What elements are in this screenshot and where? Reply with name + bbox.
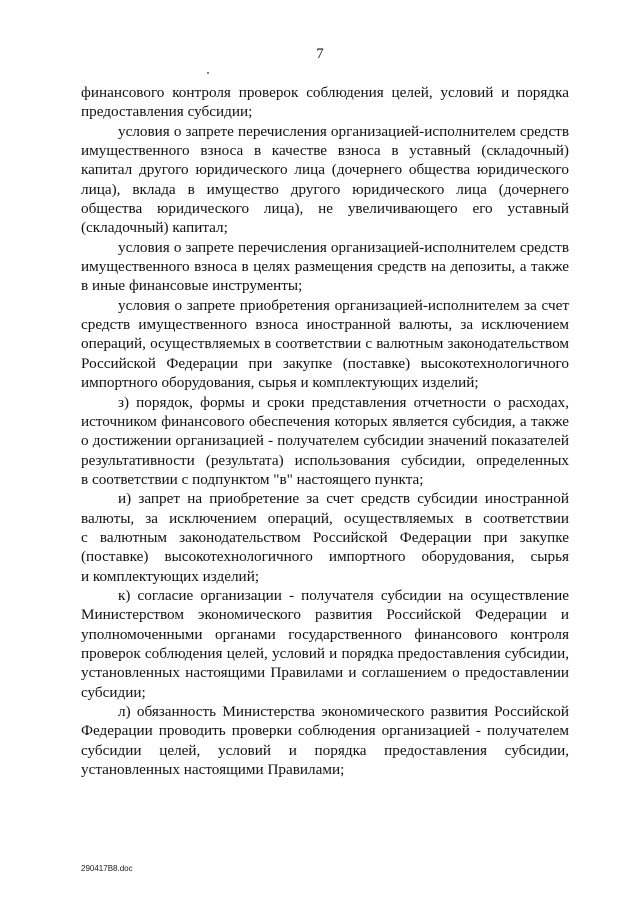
text-line: к) согласие организации - получателя субсидии на осуществление	[118, 586, 569, 604]
page-number: 7	[316, 46, 324, 62]
text-line: финансового контроля проверок соблюдения целей, условий и порядка	[81, 84, 569, 101]
text-line: Министерством экономического развития Российской Федерации и	[81, 606, 569, 624]
text-line: валюты, за исключением операций, осуществляемых в соответствии	[81, 509, 569, 527]
text-line: предоставления субсидии;	[81, 103, 253, 121]
text-line: установленных настоящими Правилами;	[81, 761, 345, 779]
text-line: (складочный) капитал;	[81, 219, 228, 237]
text-line: л) обязанность Министерства экономического развития Российской	[118, 703, 569, 720]
footer-file-code: 290417B8.doc	[81, 864, 133, 873]
text-line: импортного оборудования, сырья и комплектующих изделий;	[81, 374, 479, 392]
text-line: операций, осуществляемых в соответствии с валютным законодательством	[81, 335, 569, 353]
text-line: условия о запрете перечисления организацией-исполнителем средств	[118, 122, 569, 140]
text-line: средств имущественного взноса иностранной валюты, за исключением	[81, 316, 569, 334]
text-line: результативности (результата) использования субсидии, определенных	[81, 451, 569, 469]
text-line: (поставке) высокотехнологичного импортного оборудования, сырья	[81, 548, 569, 566]
text-line: в иные финансовые инструменты;	[81, 277, 303, 295]
text-line: и) запрет на приобретение за счет средств субсидии иностранной	[118, 490, 569, 508]
text-line: с валютным законодательством Российской Федерации при закупке	[81, 528, 569, 546]
text-line: общества юридического лица), не увеличивающего его уставный	[81, 200, 569, 218]
text-line: источником финансового обеспечения которых является субсидия, а также	[81, 412, 569, 430]
text-line: з) порядок, формы и сроки представления отчетности о расходах,	[118, 393, 569, 411]
text-line: имущественного взноса в целях размещения средств на депозиты, а также	[81, 258, 569, 276]
text-line: о достижении организацией - получателем субсидии значений показателей	[81, 432, 569, 450]
text-line: и комплектующих изделий;	[81, 567, 260, 585]
text-line: условия о запрете перечисления организацией-исполнителем средств	[118, 238, 569, 256]
text-line: установленных настоящими Правилами и соглашением о предоставлении	[81, 664, 569, 682]
text-line: субсидии;	[81, 683, 146, 701]
text-line: проверок соблюдения целей, условий и порядка предоставления субсидии,	[81, 644, 569, 662]
scan-speck	[207, 72, 209, 74]
text-line: уполномоченными органами государственного финансового контроля	[81, 625, 569, 643]
document-body	[81, 83, 569, 779]
text-line: имущественного взноса в качестве взноса в уставный (складочный)	[81, 142, 569, 160]
text-line: Российской Федерации при закупке (поставке) высокотехнологичного	[81, 354, 569, 372]
text-line: в соответствии с подпунктом "в" настоящего пункта;	[81, 470, 424, 488]
text-line: лица), вклада в имущество другого юридического лица (дочернего	[81, 180, 569, 198]
text-line: Федерации проводить проверки соблюдения организацией - получателем	[81, 722, 569, 740]
text-line: субсидии целей, условий и порядка предоставления субсидии,	[81, 741, 569, 759]
text-line: условия о запрете приобретения организацией-исполнителем за счет	[118, 296, 569, 314]
text-line: капитал другого юридического лица (дочернего общества юридического	[81, 161, 569, 179]
